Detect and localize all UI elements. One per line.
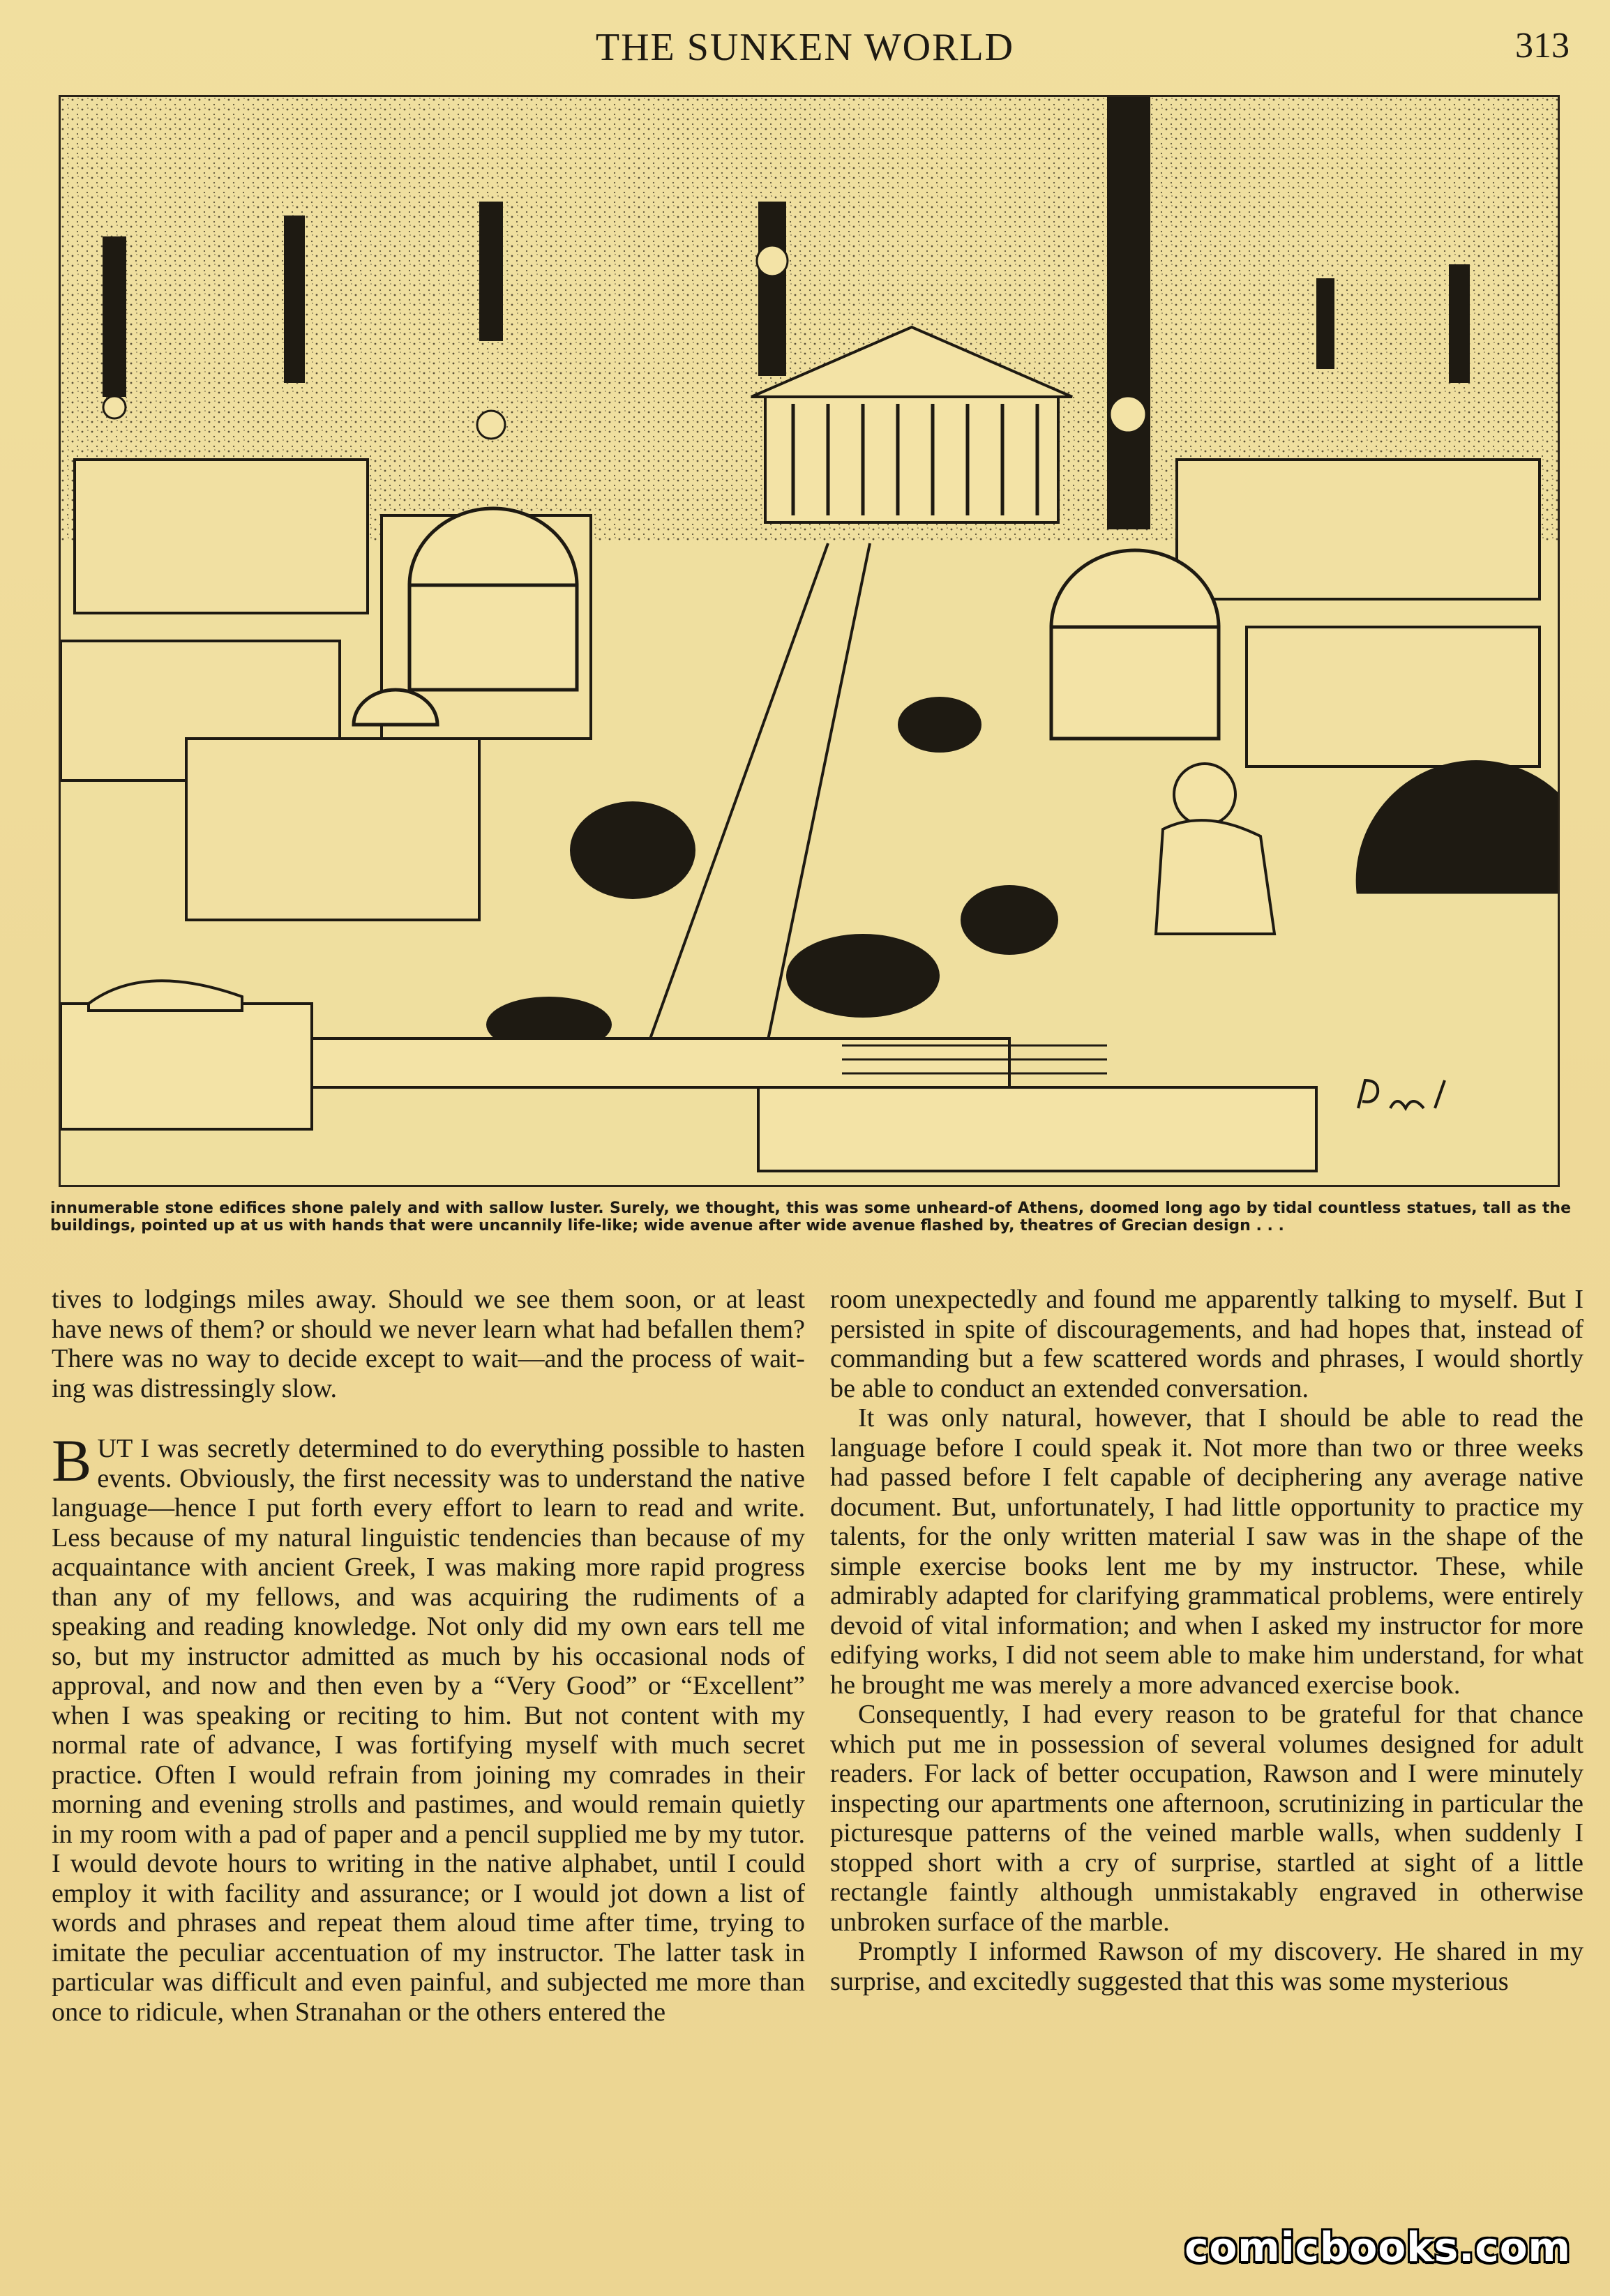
page-number: 313 xyxy=(1515,26,1570,66)
paragraph-text: UT I was secretly determined to do everything possible to hasten events. Obviously, the first necessity was to understand the native language—hence I put forth every effort to learn to read and write. Less because of my natural linguistic tendencies than because of my acquaintance with ancient Greek, I was making more rapid progress than any of my fellows, and was acquiring the rudiments of a speaking and reading knowledge. Not only did my own ears tell me so, but my instructor admitted as much by his occasional nods of approval, and now and then even by a “Very Good” or “Excellent” when I was speaking or reciting to him. But not content with my normal rate of advance, I was fortifying myself with much secret practice. Often I would refrain from joining my comrades in their morning and evening strolls and pastimes, and would remain quietly in my room with a pad of paper and a pencil supplied me by my tutor. I would devote hours to writing in the native alphabet, until I could employ it with facility and assurance; or I would jot down a list of words and phrases and repeat them aloud time after time, trying to imitate the peculiar accentuation of my instructor. The latter task in particular was difficult and even painful, and subjected me more than once to ridicule, when Stranahan or the others entered the xyxy=(52,1434,805,2027)
statue-figure xyxy=(1156,764,1274,934)
balustrade xyxy=(61,1004,1316,1171)
illustration-caption: innumerable stone edifices shone palely and with sallow luster. Surely, we thought, this was some unheard-of Athens, doomed long ago by tidal countless statues, tall as the buildings, pointed up at us with hands that were uncannily life-like; wide avenue after wide avenue flashed by, theatres of Grecian design . . . xyxy=(50,1200,1571,1234)
paragraph: It was only natural, however, that I should be able to read the language before I could speak it. Not more than two or three weeks had passed before I felt capable of deciphering any average native document. But, unfortunately, I had little opportunity to practice my talents, for the only written material I saw was in the shape of the simple exercise books lent me by my instructor. These, while admirably adapted for clarifying grammatical problems, were entirely devoid of vital information; and when I asked my instructor for more edifying works, I did not seem able to make him understand, for what he brought me was merely a more advanced exercise book. xyxy=(830,1403,1583,1700)
paragraph xyxy=(52,1427,805,2027)
right-column xyxy=(830,1285,1583,1996)
drop-cap: B xyxy=(52,1427,92,1494)
watermark: comicbooks.com xyxy=(1184,2223,1571,2271)
artist-signature xyxy=(1358,1080,1445,1108)
left-column xyxy=(52,1285,805,2027)
running-title: THE SUNKEN WORLD xyxy=(595,26,1015,69)
reclining-statue xyxy=(89,981,242,1011)
city-illustration xyxy=(59,95,1560,1187)
paragraph: room unexpectedly and found me apparently talking to myself. But I persisted in spite of discouragements, and had hopes that, instead of commanding but a few scattered words and phrases, I would shortly be able to conduct an extended conversation. xyxy=(830,1285,1583,1403)
paragraph: Consequently, I had every reason to be grateful for that chance which put me in possession of several volumes designed for adult readers. For lack of better occupation, Rawson and I were minutely inspecting our apartments one afternoon, scrutinizing in particular the picturesque patterns of the veined marble walls, when suddenly I stopped short with a cry of surprise, startled at sight of a little rectangle faintly although unmistakably engraved in otherwise unbroken surface of the marble. xyxy=(830,1700,1583,1937)
page-header xyxy=(0,25,1610,74)
trees xyxy=(486,697,1058,1052)
paragraph: Promptly I informed Rawson of my discovery. He shared in my surprise, and excitedly suggested that this was some mysterious xyxy=(830,1937,1583,1996)
paragraph: tives to lodgings miles away. Should we see them soon, or at least have news of them? or should we never learn what had befallen them? There was no way to decide except to wait—and the process of waiting was distressingly slow. xyxy=(52,1285,805,1403)
